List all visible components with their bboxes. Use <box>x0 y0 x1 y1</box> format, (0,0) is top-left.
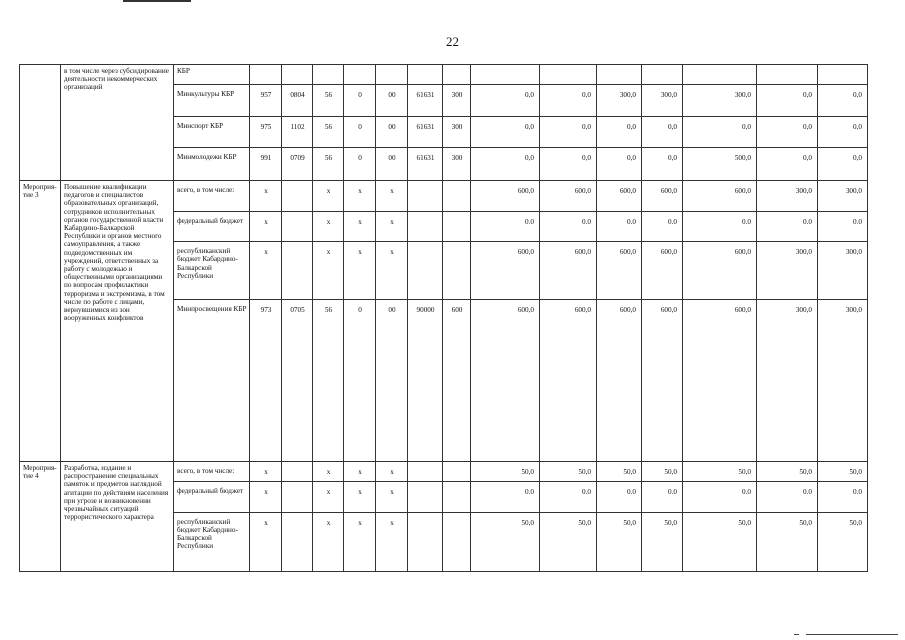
cs3-cell: x <box>376 211 408 242</box>
value-cell: 0.0 <box>540 211 597 242</box>
vr-cell: 300 <box>443 116 471 148</box>
budget-table <box>19 64 868 572</box>
value-cell: 0,0 <box>597 148 642 181</box>
cs2-cell: x <box>344 211 376 242</box>
value-cell: 600,0 <box>471 181 540 212</box>
cs2-cell: x <box>344 482 376 513</box>
value-cell: 50,0 <box>757 512 818 571</box>
cs1-cell: x <box>313 211 344 242</box>
vr-cell <box>443 482 471 513</box>
cs4-cell <box>408 461 443 481</box>
value-cell: 0,0 <box>757 148 818 181</box>
cs4-cell: 61631 <box>408 85 443 117</box>
value-cell <box>818 65 868 85</box>
cs2-cell: 0 <box>344 148 376 181</box>
value-cell: 0.0 <box>540 482 597 513</box>
cs3-cell: 00 <box>376 148 408 181</box>
cs3-cell: x <box>376 461 408 481</box>
value-cell <box>683 65 757 85</box>
cs1-cell: 56 <box>313 85 344 117</box>
event-description: Повышение квалификации педагогов и специалистов образовательных организаций, сотрудников исполнительных органов государственной власти Кабардино-Балкарской Республики и органов местного самоуправления, а также подведомственных им учреждений, ответственных за работу с молодежью и общественными организациями по вопросам профилактики терроризма и экстремизма, в том числе по работе с лицами, вернувшимися из зон вооруженных конфликтов <box>61 181 174 462</box>
value-cell: 600,0 <box>642 300 683 462</box>
cs4-cell: 90000 <box>408 300 443 462</box>
value-cell <box>540 65 597 85</box>
cs1-cell: x <box>313 242 344 300</box>
cs1-cell: x <box>313 512 344 571</box>
responsible-cell: республиканский бюджет Кабардино-Балкарской Республики <box>174 242 250 300</box>
event-cell <box>20 65 61 181</box>
value-cell: 300,0 <box>757 242 818 300</box>
cs3-cell: 00 <box>376 85 408 117</box>
event-description: Разработка, издание и распространение специальных памяток и предметов наглядной агитации по действиям населения при угрозе и возникновении чрезвычайных ситуаций террористического характера <box>61 461 174 571</box>
value-cell: 0,0 <box>471 85 540 117</box>
value-cell: 0,0 <box>471 148 540 181</box>
value-cell: 50,0 <box>471 512 540 571</box>
cs3-cell: x <box>376 242 408 300</box>
value-cell: 0.0 <box>757 482 818 513</box>
table-row <box>20 65 868 85</box>
value-cell: 0.0 <box>471 482 540 513</box>
grbs-cell: 957 <box>250 85 282 117</box>
value-cell <box>471 65 540 85</box>
value-cell: 300,0 <box>818 181 868 212</box>
responsible-cell: КБР <box>174 65 250 85</box>
value-cell: 600,0 <box>540 181 597 212</box>
value-cell <box>642 65 683 85</box>
value-cell: 50,0 <box>642 512 683 571</box>
grbs-cell: x <box>250 211 282 242</box>
value-cell: 50,0 <box>597 512 642 571</box>
value-cell: 600,0 <box>683 181 757 212</box>
footer-line <box>806 634 898 635</box>
value-cell: 600,0 <box>683 242 757 300</box>
grbs-cell: 991 <box>250 148 282 181</box>
value-cell: 300,0 <box>818 242 868 300</box>
value-cell: 0,0 <box>540 148 597 181</box>
page-number: 22 <box>446 34 459 49</box>
responsible-cell: федеральный бюджет <box>174 482 250 513</box>
responsible-cell: Минмолодежи КБР <box>174 148 250 181</box>
value-cell: 600,0 <box>597 300 642 462</box>
responsible-cell: Минпросвещения КБР <box>174 300 250 462</box>
rzpr-cell <box>282 461 313 481</box>
value-cell: 0,0 <box>540 85 597 117</box>
value-cell: 0,0 <box>597 116 642 148</box>
value-cell: 50,0 <box>683 461 757 481</box>
footer-dash <box>794 634 799 635</box>
responsible-cell: Минкультуры КБР <box>174 85 250 117</box>
cs1-cell: 56 <box>313 300 344 462</box>
value-cell: 500,0 <box>683 148 757 181</box>
value-cell: 0,0 <box>642 148 683 181</box>
event-cell: Мероприя-тие 4 <box>20 461 61 571</box>
value-cell: 50,0 <box>818 512 868 571</box>
responsible-cell: всего, в том числе: <box>174 181 250 212</box>
value-cell: 0,0 <box>818 148 868 181</box>
grbs-cell: x <box>250 482 282 513</box>
value-cell: 0.0 <box>471 211 540 242</box>
cs3-cell: 00 <box>376 116 408 148</box>
cs2-cell: 0 <box>344 85 376 117</box>
value-cell: 600,0 <box>471 300 540 462</box>
value-cell: 300,0 <box>597 85 642 117</box>
value-cell: 0.0 <box>818 482 868 513</box>
value-cell: 300,0 <box>683 85 757 117</box>
value-cell: 600,0 <box>597 242 642 300</box>
cs1-cell: x <box>313 461 344 481</box>
rzpr-cell: 0709 <box>282 148 313 181</box>
value-cell: 600,0 <box>471 242 540 300</box>
rzpr-cell <box>282 181 313 212</box>
cs4-cell <box>408 65 443 85</box>
rzpr-cell <box>282 211 313 242</box>
vr-cell <box>443 512 471 571</box>
rzpr-cell <box>282 482 313 513</box>
cs2-cell <box>344 65 376 85</box>
cs1-cell <box>313 65 344 85</box>
rzpr-cell: 1102 <box>282 116 313 148</box>
value-cell: 50,0 <box>642 461 683 481</box>
cs2-cell: x <box>344 242 376 300</box>
grbs-cell <box>250 65 282 85</box>
value-cell: 50,0 <box>540 512 597 571</box>
value-cell: 50,0 <box>597 461 642 481</box>
vr-cell <box>443 461 471 481</box>
rzpr-cell: 0705 <box>282 300 313 462</box>
grbs-cell: x <box>250 181 282 212</box>
value-cell: 600,0 <box>683 300 757 462</box>
value-cell: 0.0 <box>683 211 757 242</box>
value-cell: 50,0 <box>818 461 868 481</box>
value-cell: 300,0 <box>642 85 683 117</box>
value-cell: 0,0 <box>818 116 868 148</box>
value-cell: 300,0 <box>818 300 868 462</box>
value-cell: 0,0 <box>540 116 597 148</box>
vr-cell <box>443 65 471 85</box>
value-cell: 600,0 <box>540 242 597 300</box>
event-description: в том числе через субсидирование деятельности некоммерческих организаций <box>61 65 174 181</box>
value-cell: 0.0 <box>757 211 818 242</box>
cs1-cell: 56 <box>313 116 344 148</box>
table-row <box>20 461 868 481</box>
cs4-cell <box>408 242 443 300</box>
cs3-cell: x <box>376 181 408 212</box>
value-cell: 0.0 <box>642 211 683 242</box>
value-cell: 0,0 <box>757 85 818 117</box>
value-cell: 50,0 <box>540 461 597 481</box>
value-cell: 300,0 <box>757 300 818 462</box>
cs2-cell: 0 <box>344 300 376 462</box>
grbs-cell: x <box>250 242 282 300</box>
cs2-cell: x <box>344 181 376 212</box>
value-cell: 0.0 <box>597 211 642 242</box>
value-cell: 600,0 <box>597 181 642 212</box>
cs4-cell <box>408 512 443 571</box>
vr-cell <box>443 242 471 300</box>
cs4-cell <box>408 181 443 212</box>
value-cell: 50,0 <box>683 512 757 571</box>
value-cell: 0.0 <box>683 482 757 513</box>
cs2-cell: x <box>344 512 376 571</box>
responsible-cell: республиканский бюджет Кабардино-Балкарской Республики <box>174 512 250 571</box>
value-cell: 600,0 <box>642 181 683 212</box>
rzpr-cell <box>282 512 313 571</box>
value-cell <box>757 65 818 85</box>
value-cell: 600,0 <box>540 300 597 462</box>
cs1-cell: x <box>313 181 344 212</box>
value-cell: 0,0 <box>642 116 683 148</box>
cs4-cell: 61631 <box>408 148 443 181</box>
vr-cell: 300 <box>443 85 471 117</box>
value-cell: 0.0 <box>642 482 683 513</box>
value-cell: 600,0 <box>642 242 683 300</box>
vr-cell: 600 <box>443 300 471 462</box>
vr-cell: 300 <box>443 148 471 181</box>
cs1-cell: x <box>313 482 344 513</box>
cs4-cell <box>408 482 443 513</box>
value-cell: 50,0 <box>757 461 818 481</box>
grbs-cell: x <box>250 512 282 571</box>
rzpr-cell <box>282 65 313 85</box>
vr-cell <box>443 181 471 212</box>
table-row <box>20 181 868 212</box>
cs2-cell: 0 <box>344 116 376 148</box>
value-cell: 0,0 <box>471 116 540 148</box>
value-cell: 300,0 <box>757 181 818 212</box>
grbs-cell: 975 <box>250 116 282 148</box>
value-cell: 0.0 <box>818 211 868 242</box>
cs4-cell <box>408 211 443 242</box>
cs4-cell: 61631 <box>408 116 443 148</box>
cs2-cell: x <box>344 461 376 481</box>
value-cell: 0,0 <box>683 116 757 148</box>
value-cell: 0,0 <box>757 116 818 148</box>
cs3-cell: x <box>376 512 408 571</box>
responsible-cell: федеральный бюджет <box>174 211 250 242</box>
grbs-cell: x <box>250 461 282 481</box>
cs3-cell: x <box>376 482 408 513</box>
cs3-cell: 00 <box>376 300 408 462</box>
cs1-cell: 56 <box>313 148 344 181</box>
grbs-cell: 973 <box>250 300 282 462</box>
vr-cell <box>443 211 471 242</box>
responsible-cell: всего, в том числе: <box>174 461 250 481</box>
value-cell: 0,0 <box>818 85 868 117</box>
rzpr-cell <box>282 242 313 300</box>
top-scan-mark <box>123 0 191 2</box>
value-cell: 50,0 <box>471 461 540 481</box>
event-cell: Мероприя-тие 3 <box>20 181 61 462</box>
cs3-cell <box>376 65 408 85</box>
value-cell: 0.0 <box>597 482 642 513</box>
value-cell <box>597 65 642 85</box>
rzpr-cell: 0804 <box>282 85 313 117</box>
responsible-cell: Минспорт КБР <box>174 116 250 148</box>
